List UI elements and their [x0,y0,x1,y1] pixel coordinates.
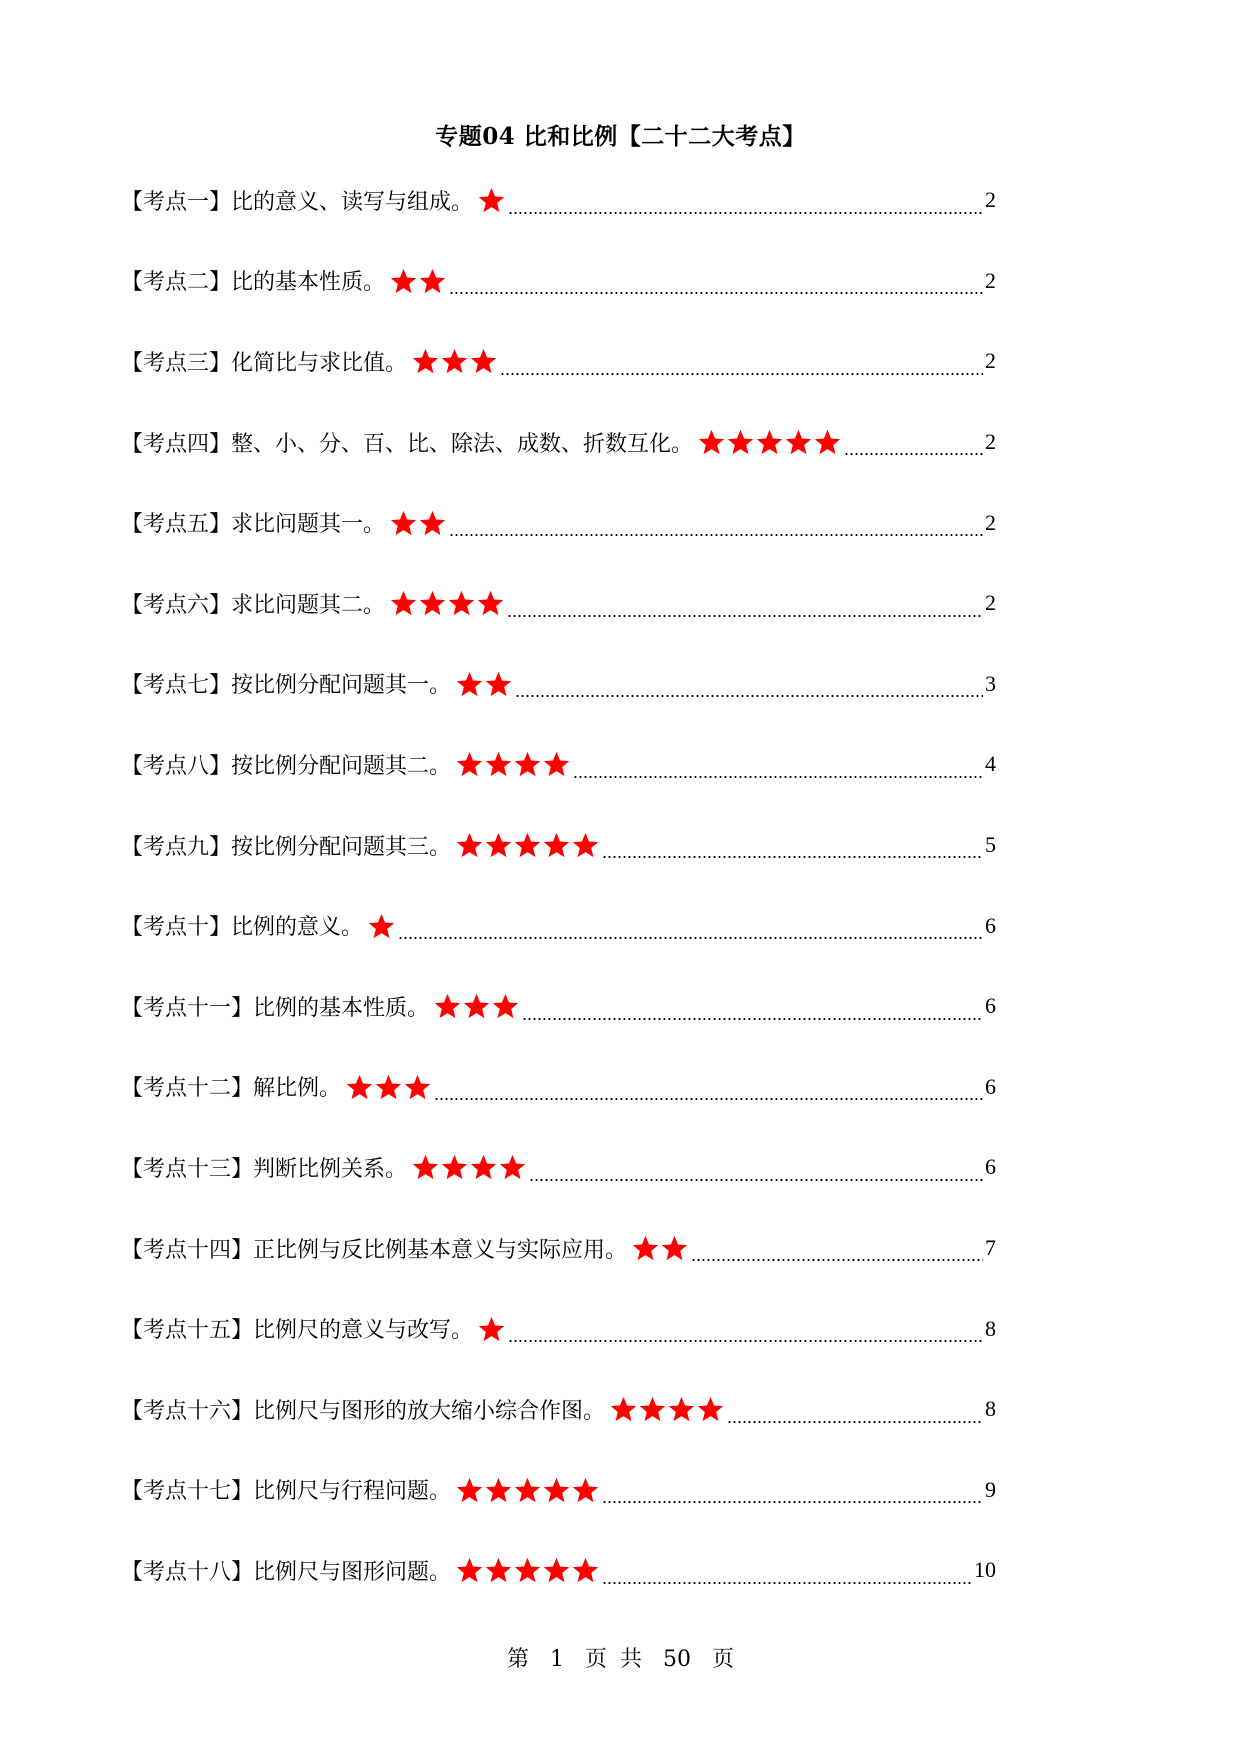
toc-entry-page-number: 2 [985,509,996,535]
star-icon [455,831,484,859]
dot-leader [398,918,983,940]
toc-entry-label: 【考点十六】比例尺与图形的放大缩小综合作图。 [121,1398,606,1424]
star-icon [389,267,418,295]
star-icon [513,831,542,859]
toc-entry[interactable] [121,644,996,725]
star-icon [484,670,513,698]
star-icon [418,509,447,537]
footer-mid: 页 共 [585,1647,642,1672]
toc-entry-page-number: 2 [985,590,996,616]
toc-entry-page-number: 6 [985,1073,996,1099]
star-icon [367,912,396,940]
dot-leader [602,837,983,859]
dot-leader [449,515,983,537]
toc-entry-label: 【考点十三】判断比例关系。 [121,1156,408,1182]
footer-total-pages: 50 [663,1647,691,1672]
toc-entry[interactable] [121,402,996,483]
star-icon [542,750,571,778]
difficulty-stars [367,912,396,940]
star-icon [784,428,813,456]
toc-entry[interactable] [121,1530,996,1611]
star-icon [513,750,542,778]
dot-leader [602,1563,972,1585]
toc-entry-page-number: 10 [974,1557,996,1583]
toc-entry-label: 【考点四】整、小、分、百、比、除法、成数、折数互化。 [121,431,694,457]
difficulty-stars [609,1395,725,1423]
dot-leader [515,676,983,698]
star-icon [440,347,469,375]
toc-entry[interactable] [121,885,996,966]
star-icon [542,1556,571,1584]
toc-entry[interactable] [121,1369,996,1450]
dot-leader [522,999,983,1021]
dot-leader [500,354,983,376]
difficulty-stars [697,428,842,456]
difficulty-stars [433,992,520,1020]
star-icon [477,186,506,214]
toc-entry-label: 【考点十一】比例的基本性质。 [121,995,430,1021]
toc-entry-page-number: 9 [985,1476,996,1502]
star-icon [345,1073,374,1101]
star-icon [542,1476,571,1504]
star-icon [571,1556,600,1584]
star-icon [667,1395,696,1423]
toc-entry[interactable] [121,724,996,805]
toc-entry-label: 【考点十四】正比例与反比例基本意义与实际应用。 [121,1237,628,1263]
toc-entry-page-number: 2 [985,267,996,293]
toc-entry[interactable] [121,160,996,241]
difficulty-stars [455,831,600,859]
star-icon [484,750,513,778]
toc-entry[interactable] [121,241,996,322]
star-icon [418,267,447,295]
star-icon [411,1153,440,1181]
page-footer [0,1642,1241,1673]
toc-entry-label: 【考点七】按比例分配问题其一。 [121,673,452,699]
toc-entry[interactable] [121,563,996,644]
toc-entry[interactable] [121,482,996,563]
star-icon [813,428,842,456]
toc-entry[interactable] [121,321,996,402]
toc-entry-label: 【考点三】化简比与求比值。 [121,350,408,376]
star-icon [476,589,505,617]
star-icon [455,670,484,698]
star-icon [433,992,462,1020]
star-icon [477,1315,506,1343]
toc-entry-page-number: 2 [985,187,996,213]
star-icon [484,1556,513,1584]
star-icon [726,428,755,456]
dot-leader [449,273,983,295]
toc-entry-page-number: 6 [985,993,996,1019]
star-icon [498,1153,527,1181]
difficulty-stars [455,670,513,698]
dot-leader [529,1160,983,1182]
difficulty-stars [389,267,447,295]
toc-entry-page-number: 8 [985,1396,996,1422]
star-icon [484,831,513,859]
difficulty-stars [477,1315,506,1343]
dot-leader [844,434,983,456]
difficulty-stars [477,186,506,214]
footer-prefix: 第 [506,1647,529,1672]
dot-leader [727,1402,983,1424]
difficulty-stars [411,347,498,375]
star-icon [755,428,784,456]
toc-entry-page-number: 6 [985,1154,996,1180]
star-icon [447,589,476,617]
toc-entry[interactable] [121,1047,996,1128]
toc-entry[interactable] [121,1208,996,1289]
star-icon [440,1153,469,1181]
toc-entry-page-number: 3 [985,670,996,696]
difficulty-stars [411,1153,527,1181]
toc-entry-page-number: 2 [985,348,996,374]
star-icon [697,428,726,456]
table-of-contents [121,180,996,1611]
star-icon [638,1395,667,1423]
toc-entry-label: 【考点九】按比例分配问题其三。 [121,834,452,860]
toc-entry-label: 【考点十二】解比例。 [121,1076,342,1102]
star-icon [484,1476,513,1504]
difficulty-stars [389,509,447,537]
dot-leader [508,193,983,215]
star-icon [455,1476,484,1504]
difficulty-stars [455,750,571,778]
star-icon [403,1073,432,1101]
toc-entry-label: 【考点八】按比例分配问题其二。 [121,753,452,779]
toc-entry-page-number: 7 [985,1235,996,1261]
star-icon [418,589,447,617]
toc-entry[interactable] [121,1288,996,1369]
toc-entry-label: 【考点十五】比例尺的意义与改写。 [121,1318,474,1344]
toc-entry-label: 【考点一】比的意义、读写与组成。 [121,189,474,215]
dot-leader [691,1240,983,1262]
dot-leader [434,1079,983,1101]
star-icon [696,1395,725,1423]
difficulty-stars [345,1073,432,1101]
dot-leader [602,1482,983,1504]
difficulty-stars [631,1234,689,1262]
toc-entry-label: 【考点六】求比问题其二。 [121,592,386,618]
star-icon [513,1556,542,1584]
toc-entry-page-number: 5 [985,832,996,858]
star-icon [609,1395,638,1423]
toc-entry-page-number: 4 [985,751,996,777]
star-icon [513,1476,542,1504]
star-icon [411,347,440,375]
difficulty-stars [455,1556,600,1584]
star-icon [455,1556,484,1584]
star-icon [469,1153,498,1181]
toc-entry[interactable] [121,1127,996,1208]
toc-entry[interactable] [121,1450,996,1531]
difficulty-stars [455,1476,600,1504]
star-icon [389,589,418,617]
star-icon [571,1476,600,1504]
difficulty-stars [389,589,505,617]
star-icon [469,347,498,375]
star-icon [542,831,571,859]
star-icon [631,1234,660,1262]
toc-entry-page-number: 2 [985,429,996,455]
dot-leader [508,1321,983,1343]
toc-entry[interactable] [121,805,996,886]
toc-entry-label: 【考点五】求比问题其一。 [121,512,386,538]
footer-current-page: 1 [550,1647,564,1672]
document-title: 专题04 比和比例【二十二大考点】 [435,123,806,150]
toc-entry-label: 【考点十】比例的意义。 [121,915,364,941]
toc-entry-page-number: 8 [985,1315,996,1341]
star-icon [455,750,484,778]
star-icon [571,831,600,859]
dot-leader [507,596,983,618]
toc-entry-label: 【考点十七】比例尺与行程问题。 [121,1479,452,1505]
toc-entry-label: 【考点十八】比例尺与图形问题。 [121,1559,452,1585]
dot-leader [573,757,983,779]
star-icon [660,1234,689,1262]
star-icon [374,1073,403,1101]
star-icon [491,992,520,1020]
footer-suffix: 页 [712,1647,735,1672]
toc-entry-label: 【考点二】比的基本性质。 [121,270,386,296]
star-icon [389,509,418,537]
star-icon [462,992,491,1020]
toc-entry-page-number: 6 [985,912,996,938]
toc-entry[interactable] [121,966,996,1047]
